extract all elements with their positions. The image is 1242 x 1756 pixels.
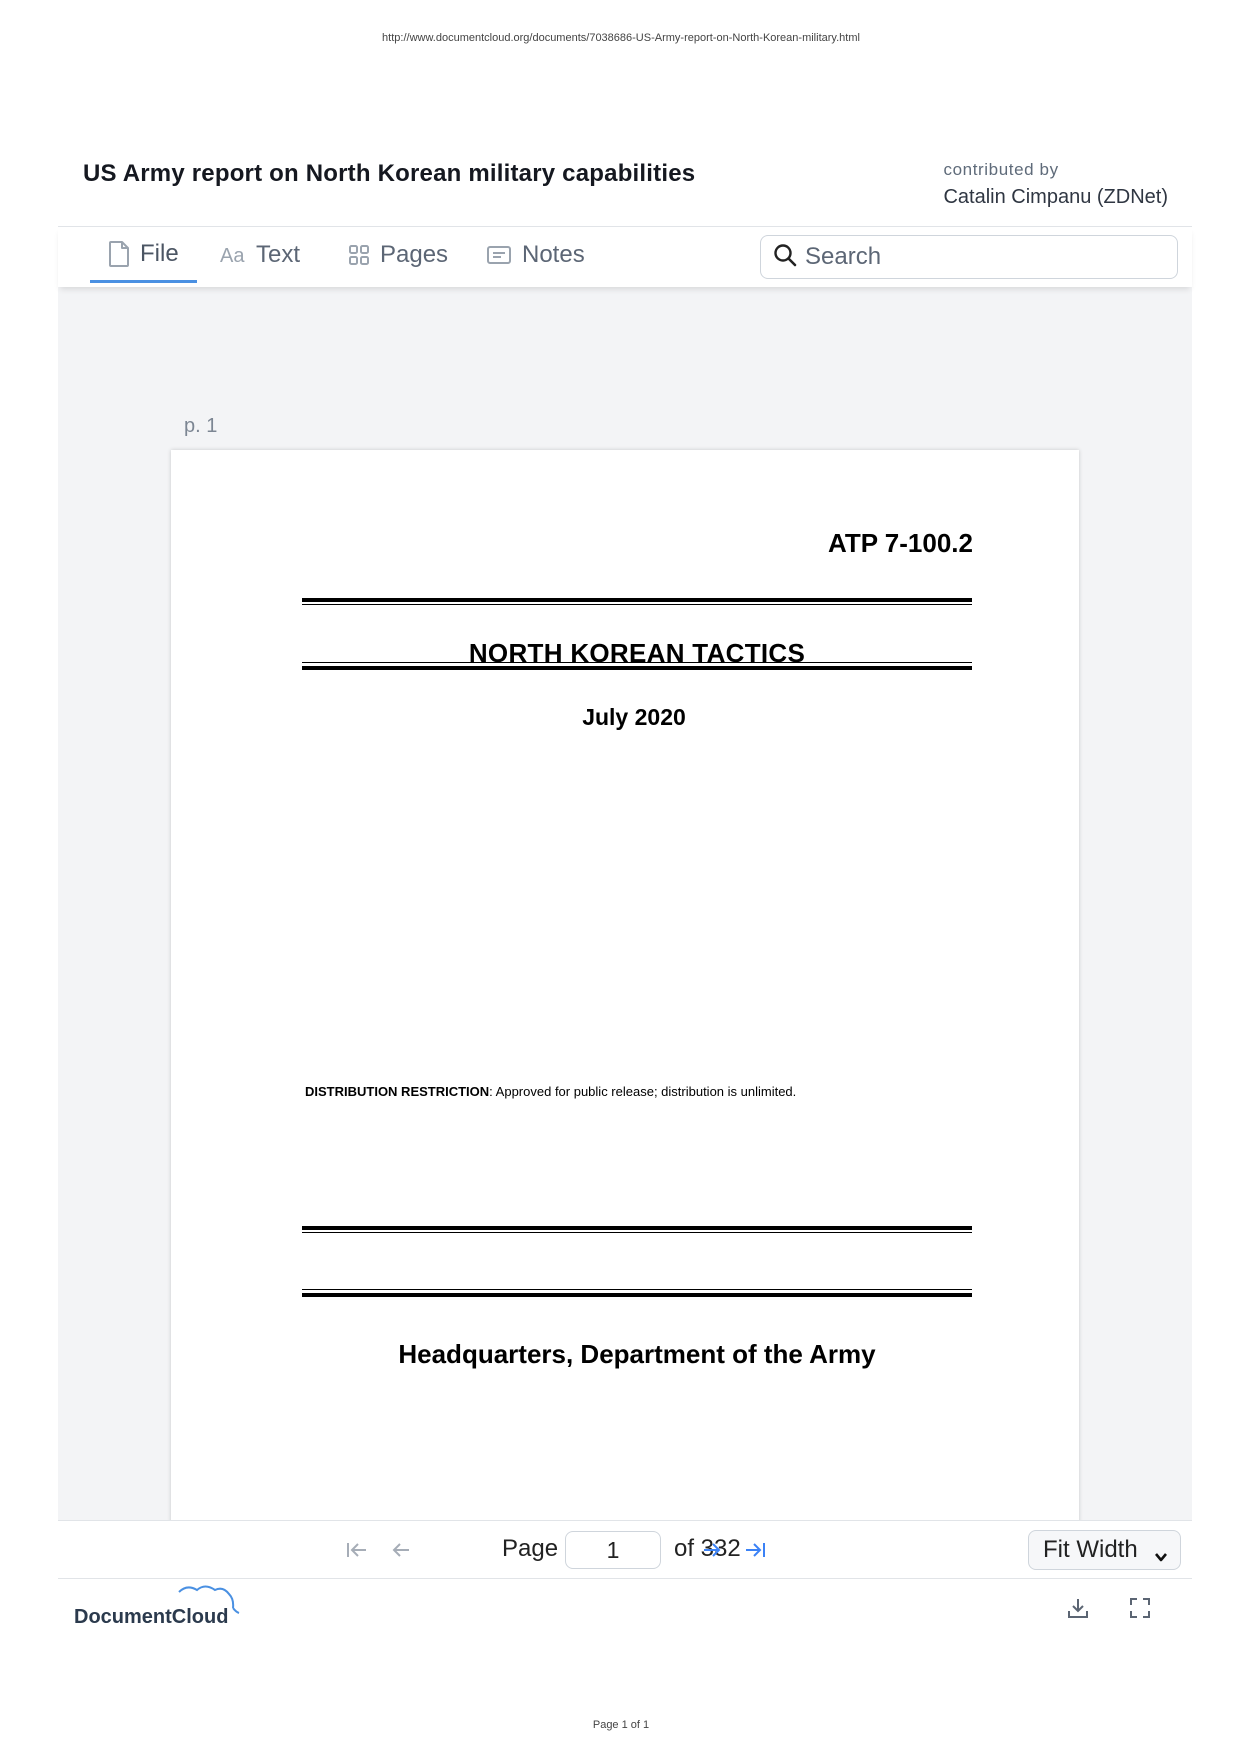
- distribution-restriction: [305, 1084, 796, 1099]
- zoom-select[interactable]: [1028, 1530, 1181, 1570]
- tab-notes[interactable]: [486, 227, 585, 283]
- doc-title-text: NORTH KOREAN TACTICS: [468, 638, 806, 668]
- tab-file[interactable]: [90, 227, 197, 283]
- doc-date: July 2020: [582, 704, 686, 730]
- distribution-text: : Approved for public release; distribution is unlimited.: [489, 1084, 797, 1099]
- page-number-label: p. 1: [184, 415, 218, 437]
- tab-pages-label: Pages: [380, 241, 449, 268]
- total-pages-label: of 332: [674, 1535, 741, 1562]
- title-rule-bottom: [302, 664, 972, 670]
- tab-pages[interactable]: [348, 227, 448, 283]
- tab-file-label: File: [140, 239, 179, 267]
- viewer-toolbar: [58, 227, 1192, 287]
- tab-text-label: Text: [256, 241, 301, 268]
- download-icon: [1066, 1596, 1090, 1620]
- title-rule-top: [302, 598, 972, 604]
- contributed-by-label: contributed by: [943, 160, 1059, 179]
- contributor-name[interactable]: Catalin Cimpanu (ZDNet): [943, 186, 1168, 208]
- file-icon: [108, 241, 130, 267]
- next-page-button[interactable]: [699, 1537, 725, 1563]
- document-page: [171, 450, 1079, 1520]
- search-box[interactable]: [760, 235, 1178, 279]
- search-icon: [773, 243, 797, 272]
- doc-number: ATP 7-100.2: [827, 528, 973, 558]
- svg-text:Aa: Aa: [220, 245, 245, 266]
- search-input[interactable]: [803, 242, 1167, 272]
- document-header: [58, 130, 1192, 227]
- download-button[interactable]: [1064, 1594, 1092, 1622]
- embed-frame: [58, 130, 1192, 1650]
- zoom-selected-value: Fit Width: [1043, 1536, 1138, 1563]
- distribution-label: DISTRIBUTION RESTRICTION: [305, 1084, 490, 1099]
- brand-footer: [58, 1578, 1192, 1638]
- document-title: US Army report on North Korean military capabilities: [83, 160, 696, 187]
- first-page-button[interactable]: [344, 1537, 370, 1563]
- tab-notes-label: Notes: [522, 241, 585, 268]
- document-viewer[interactable]: [58, 287, 1192, 1520]
- issuer-rule-bottom: [302, 1291, 972, 1297]
- doc-issuer: Headquarters, Department of the Army: [398, 1339, 876, 1369]
- arrow-left-icon: [391, 1541, 411, 1559]
- arrow-right-icon: [702, 1541, 722, 1559]
- page-navigation-bar: [58, 1520, 1192, 1579]
- last-page-icon: [744, 1541, 766, 1559]
- page-word-label: Page: [502, 1535, 559, 1562]
- note-icon: [486, 244, 512, 266]
- last-page-button[interactable]: [742, 1537, 768, 1563]
- brand-name: DocumentCloud: [74, 1606, 229, 1628]
- print-url: http://www.documentcloud.org/documents/7038686-US-Army-report-on-North-Korean-military.html: [382, 32, 860, 44]
- grid-icon: [348, 244, 370, 266]
- contributor-block: [943, 160, 1168, 209]
- chevron-down-icon: [1154, 1543, 1168, 1571]
- text-aa-icon: [220, 244, 246, 266]
- tab-text[interactable]: [220, 227, 300, 283]
- issuer-rule-top: [302, 1226, 972, 1232]
- previous-page-button[interactable]: [388, 1537, 414, 1563]
- fullscreen-button[interactable]: [1126, 1594, 1154, 1622]
- first-page-icon: [346, 1541, 368, 1559]
- fullscreen-icon: [1128, 1596, 1152, 1620]
- page-number-input[interactable]: [565, 1531, 661, 1569]
- print-page-footer: Page 1 of 1: [592, 1719, 650, 1731]
